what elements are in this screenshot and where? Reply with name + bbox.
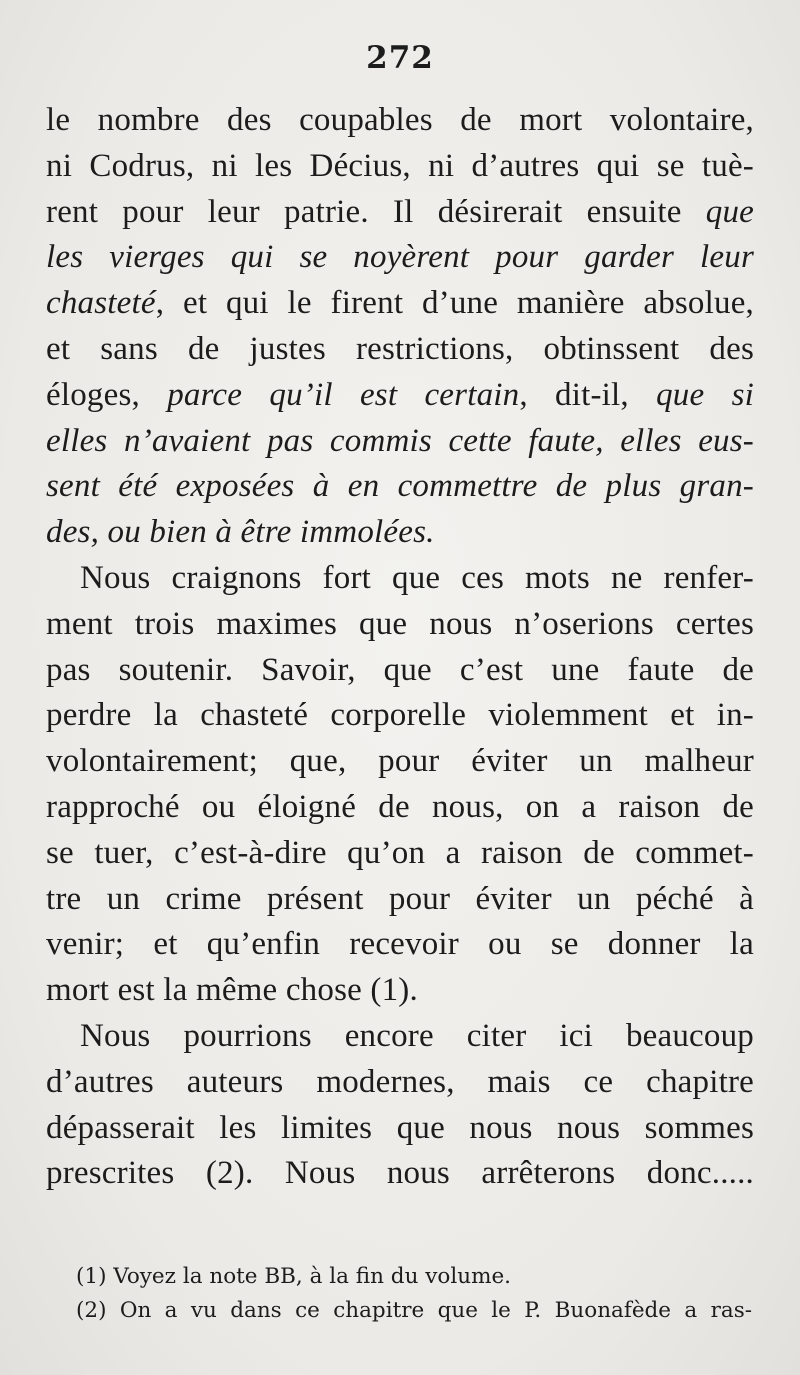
text-line xyxy=(46,190,754,236)
text-segment: rapproché ou éloigné de nous, on a raison de xyxy=(46,788,754,825)
page-number: 272 xyxy=(366,40,434,76)
text-line xyxy=(46,510,754,556)
italic-text-segment: que xyxy=(705,193,754,230)
text-line xyxy=(46,1151,754,1197)
text-line xyxy=(46,648,754,694)
italic-text-segment: des, ou bien à être immolées. xyxy=(46,514,435,551)
text-line xyxy=(46,693,754,739)
text-line xyxy=(46,968,754,1014)
italic-text-segment: que si xyxy=(656,376,755,413)
text-line xyxy=(46,464,754,510)
text-line xyxy=(46,98,754,144)
text-segment: Nous craignons fort que ces mots ne renfer- xyxy=(80,559,754,596)
text-segment: rent pour leur patrie. Il désirerait ensuite xyxy=(46,193,706,230)
text-segment: , et qui le firent d’une manière absolue, xyxy=(155,285,754,322)
text-segment: perdre la chasteté corporelle violemment et in- xyxy=(46,697,754,734)
footnotes xyxy=(76,1260,752,1328)
text-line xyxy=(46,144,754,190)
text-line xyxy=(46,281,754,327)
text-segment: venir; et qu’enfin recevoir ou se donner la xyxy=(46,926,754,963)
text-segment: dépasserait les limites que nous nous sommes xyxy=(46,1109,754,1146)
italic-text-segment: parce qu’il est certain xyxy=(167,376,520,413)
text-line xyxy=(46,1014,754,1060)
text-line xyxy=(46,785,754,831)
text-line xyxy=(46,739,754,785)
body-text xyxy=(46,98,754,1197)
text-segment: tre un crime présent pour éviter un péché à xyxy=(46,880,754,917)
italic-text-segment: elles n’avaient pas commis cette faute, elles eus- xyxy=(46,422,754,459)
italic-text-segment: les vierges qui se noyèrent pour garder leur xyxy=(46,239,754,276)
text-segment: éloges, xyxy=(46,376,168,413)
text-line xyxy=(46,235,754,281)
text-segment: d’autres auteurs modernes, mais ce chapitre xyxy=(46,1063,754,1100)
text-line xyxy=(46,1106,754,1152)
text-segment: volontairement; que, pour éviter un malheur xyxy=(46,743,754,780)
text-line xyxy=(46,602,754,648)
text-line xyxy=(46,877,754,923)
text-segment: mort est la même chose (1). xyxy=(46,972,418,1009)
text-segment: se tuer, c’est-à-dire qu’on a raison de commet- xyxy=(46,834,754,871)
text-line xyxy=(46,327,754,373)
text-segment: pas soutenir. Savoir, que c’est une faute de xyxy=(46,651,754,688)
text-segment: prescrites (2). Nous nous arrêterons donc..... xyxy=(46,1155,754,1192)
text-segment: le nombre des coupables de mort volontaire, xyxy=(46,102,754,138)
text-segment: , dit-il, xyxy=(519,376,657,413)
text-segment: et sans de justes restrictions, obtinssent des xyxy=(46,330,754,367)
text-line xyxy=(46,419,754,465)
text-line xyxy=(46,556,754,602)
text-line xyxy=(46,373,754,419)
footnote: (1) Voyez la note BB, à la fin du volume. xyxy=(76,1264,512,1289)
text-segment: ni Codrus, ni les Décius, ni d’autres qui se tuè- xyxy=(46,147,754,184)
text-line xyxy=(46,831,754,877)
italic-text-segment: sent été exposées à en commettre de plus gran- xyxy=(46,468,754,505)
text-segment: Nous pourrions encore citer ici beaucoup xyxy=(80,1017,754,1054)
text-segment: ment trois maximes que nous n’oserions certes xyxy=(46,605,754,642)
text-line xyxy=(46,1060,754,1106)
footnote: (2) On a vu dans ce chapitre que le P. Buonafède a ras- xyxy=(76,1298,752,1323)
text-line xyxy=(46,922,754,968)
italic-text-segment: chasteté xyxy=(46,285,156,322)
